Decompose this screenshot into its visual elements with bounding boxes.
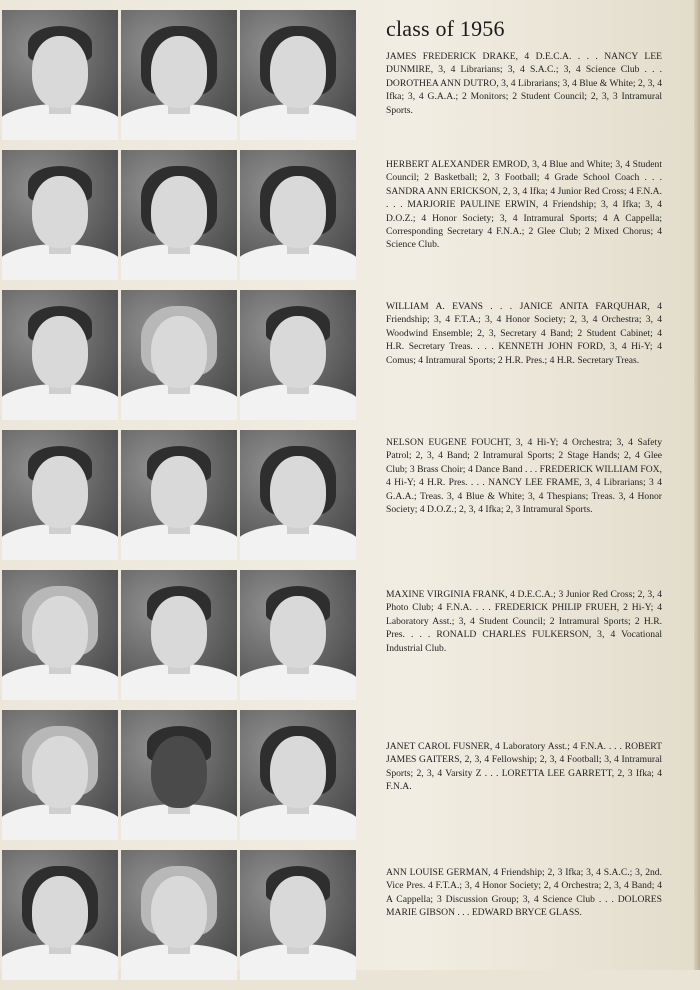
- student-entry: ANN LOUISE GERMAN, 4 Friendship; 2, 3 Ifka; 3, 4 S.A.C.; 3, 2nd. Vice Pres. 4 F.T.A.; 3, 4 Honor Society; 2, 4 Orchestra; 2, 3, 4 Band; 4 A Cappella; 3 Discussion Group; 3, 4 Science Club . . . DOLORES MARIE GIBSON . . . EDWARD BRYCE GLASS.: [386, 867, 662, 919]
- portrait-row: [0, 150, 350, 290]
- portrait-photo: [2, 10, 118, 140]
- portrait-photo: [240, 290, 356, 420]
- portrait-row: [0, 710, 350, 850]
- portrait-photo: [240, 850, 356, 980]
- student-entry: JANET CAROL FUSNER, 4 Laboratory Asst.; 4 F.N.A. . . . ROBERT JAMES GAITERS, 2, 3, 4 Fellowship; 2, 3, 4 Football; 3, 4 Intramural Sports; 2, 3, 4 Varsity Z . . . LORETTA LEE GARRETT, 2, 3 Ifka; 4 F.N.A.: [386, 741, 662, 793]
- portrait-photo: [240, 10, 356, 140]
- student-entry: NELSON EUGENE FOUCHT, 3, 4 Hi-Y; 4 Orchestra; 3, 4 Safety Patrol; 2, 3, 4 Band; 2 Intramural Sports; 2 Stage Hands; 2, 4 Glee Club; 3 Brass Choir; 4 Dance Band . . . FREDERICK WILLIAM FOX, 4 Hi-Y; 4 H.R. Pres. . . . NANCY LEE FRAME, 3, 4 Librarians; 3 4 G.A.A.; Treas. 3, 4 Blue & White; 3, 4 Thespians; Treas. 3, 4 Honor Society; 4 D.O.Z.; 2, 3, 4 Ifka; 2, 3 Intramural Sports.: [386, 437, 662, 516]
- student-entry: JAMES FREDERICK DRAKE, 4 D.E.C.A. . . . NANCY LEE DUNMIRE, 3, 4 Librarians; 3, 4 S.A.C.; 3, 4 Science Club . . . DOROTHEA ANN DUTRO, 3, 4 Librarians; 3, 4 Blue & White; 2, 3, 4 Ifka; 3, 4 G.A.A.; 2 Monitors; 2 Student Council; 2, 3, 3 Intramural Sports.: [386, 51, 662, 116]
- portrait-grid: [0, 10, 350, 990]
- portrait-photo: [2, 430, 118, 560]
- portrait-photo: [121, 10, 237, 140]
- portrait-photo: [2, 570, 118, 700]
- portrait-photo: [240, 150, 356, 280]
- portrait-photo: [240, 710, 356, 840]
- student-entry: MAXINE VIRGINIA FRANK, 4 D.E.C.A.; 3 Junior Red Cross; 2, 3, 4 Photo Club; 4 F.N.A. . . . FREDERICK PHILIP FRUEH, 2 Hi-Y; 4 Laboratory Asst.; 3, 4 Student Council; 2 Intramural Sports; 2 H.R. Pres. . . . RONALD CHARLES FULKERSON, 3, 4 Vocational Industrial Club.: [386, 589, 662, 654]
- student-entry: HERBERT ALEXANDER EMROD, 3, 4 Blue and White; 3, 4 Student Council; 2 Basketball; 2, 3 Football; 4 Grade School Coach . . . SANDRA ANN ERICKSON, 2, 3, 4 Ifka; 4 Junior Red Cross; 4 F.N.A. . . . MARJORIE PAULINE ERWIN, 4 Friendship; 3, 4 Ifka; 3, 4 D.O.Z.; 4 Honor Society; 3, 4 Intramural Sports; 4 A Cappella; Corresponding Secretary 4 F.N.A.; 2 Glee Club; 2 Mixed Chorus; 4 Science Club.: [386, 159, 662, 251]
- student-entry: WILLIAM A. EVANS . . . JANICE ANITA FARQUHAR, 4 Friendship; 3, 4 F.T.A.; 3, 4 Honor Society; 2, 3, 4 Orchestra; 3, 4 Woodwind Ensemble; 2, 3, Secretary 4 Band; 2 Student Cabinet; 4 H.R. Secretary Treas. . . . KENNETH JOHN FORD, 3, 4 Hi-Y; 4 Comus; 4 Intramural Sports; 2 H.R. Pres.; 4 H.R. Secretary Treas.: [386, 301, 662, 366]
- portrait-row: [0, 10, 350, 150]
- portrait-photo: [2, 850, 118, 980]
- portrait-row: [0, 570, 350, 710]
- portrait-photo: [2, 150, 118, 280]
- page-edge: [694, 0, 700, 970]
- portrait-photo: [121, 570, 237, 700]
- portrait-row: [0, 850, 350, 990]
- portrait-photo: [121, 290, 237, 420]
- portrait-photo: [240, 430, 356, 560]
- portrait-photo: [121, 850, 237, 980]
- portrait-photo: [121, 430, 237, 560]
- portrait-photo: [240, 570, 356, 700]
- portrait-row: [0, 430, 350, 570]
- portrait-photo: [121, 150, 237, 280]
- portrait-photo: [2, 290, 118, 420]
- portrait-photo: [121, 710, 237, 840]
- page-title: class of 1956: [386, 16, 505, 41]
- portrait-photo: [2, 710, 118, 840]
- portrait-row: [0, 290, 350, 430]
